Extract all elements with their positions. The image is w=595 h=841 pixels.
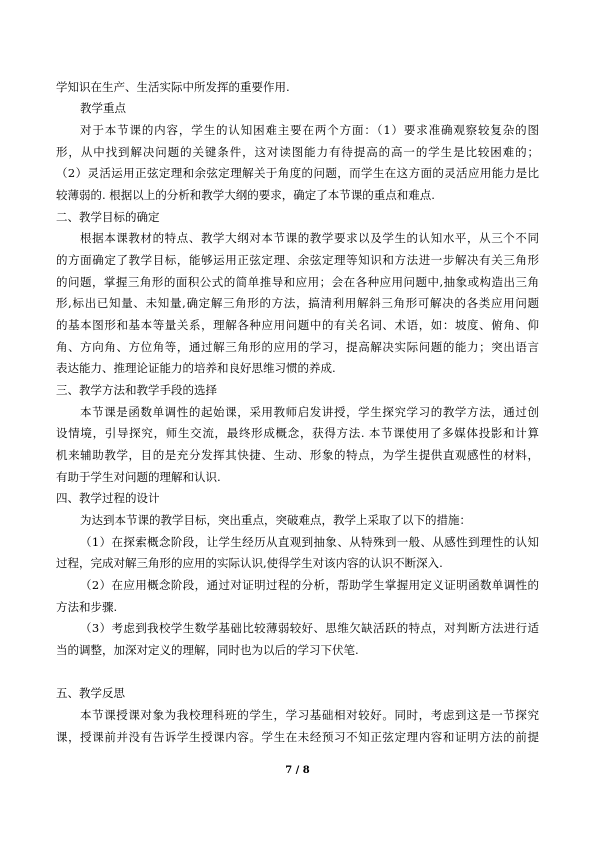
heading-teaching-focus: 教学重点 [80,101,126,115]
paragraph-line: 为达到本节课的教学目标，突出重点，突破难点，教学上采取了以下的措施： [80,513,471,527]
paragraph-line: 形，从中找到解决问题的关键条件，这对读图能力有待提高的高一的学生是比较困难的； [56,145,539,159]
paragraph-line: 较薄弱的. 根据以上的分析和教学大纲的要求，确定了本节课的重点和难点. [56,188,435,202]
paragraph-line: 过程，完成对解三角形的应用的实际认识,使得学生对该内容的认识不断深入. [56,556,443,570]
paragraph-line: 课，授课前并没有告诉学生授课内容。学生在未经预习不知正弦定理内容和证明方法的前提 [56,730,539,744]
list-item-3: （3）考虑到我校学生数学基础比较薄弱较好、思维欠缺活跃的特点，对判断方法进行适 [80,621,539,635]
paragraph-line: 本节课是函数单调性的起始课，采用教师启发讲授，学生探究学习的教学方法，通过创 [80,405,539,419]
paragraph-line: 表达能力、推理论证能力的培养和良好思维习惯的养成. [56,361,336,375]
section-heading-3: 三、教学方法和教学手段的选择 [56,383,217,397]
section-heading-2: 二、教学目标的确定 [56,210,160,224]
list-item-1: （1）在探索概念阶段，让学生经历从直观到抽象、从特殊到一般、从感性到理性的认知 [80,535,539,549]
paragraph-line: 的基本图形和基本等量关系，理解各种应用问题中的有关名词、术语，如：坡度、俯角、仰 [56,318,539,332]
paragraph-line: 有助于学生对问题的理解和认识. [56,470,221,484]
list-item-2: （2）在应用概念阶段，通过对证明过程的分析，帮助学生掌握用定义证明函数单调性的 [80,578,539,592]
paragraph-line: 角、方向角、方位角等，通过解三角形的应用的学习，提高解决实际问题的能力；突出语言 [56,340,539,354]
paragraph-line: 机来辅助教学，目的是充分发挥其快捷、生动、形象的特点，为学生提供直观感性的材料， [56,448,539,462]
paragraph-line: 的问题，掌握三角形的面积公式的简单推导和应用；会在各种应用问题中,抽象或构造出三角 [56,275,539,289]
paragraph-line: 学知识在生产、生活实际中所发挥的重要作用. [56,80,290,94]
page-number: 7 / 8 [285,765,310,776]
paragraph-line: 根据本课教材的特点、教学大纲对本节课的教学要求以及学生的认知水平，从三个不同 [80,231,539,245]
paragraph-line: 对于本节课的内容，学生的认知困难主要在两个方面：（1）要求准确观察较复杂的图 [80,123,539,137]
paragraph-line: （2）灵活运用正弦定理和余弦定理解关于角度的问题，而学生在这方面的灵活应用能力是比 [56,166,539,180]
paragraph-line: 本节课授课对象为我校理科班的学生，学习基础相对较好。同时，考虑到这是一节探究 [80,708,539,722]
paragraph-line: 方法和步骤. [56,600,118,614]
section-heading-5: 五、教学反思 [56,686,125,700]
paragraph-line: 的方面确定了教学目标，能够运用正弦定理、余弦定理等知识和方法进一步解决有关三角形 [56,253,539,267]
paragraph-line: 当的调整，加深对定义的理解，同时也为以后的学习下伏笔. [56,643,359,657]
paragraph-line: 设情境，引导探究，师生交流，最终形成概念，获得方法. 本节课使用了多媒体投影和计算 [56,426,539,440]
paragraph-line: 形,标出已知量、未知量,确定解三角形的方法，搞清利用解斜三角形可解决的各类应用问题 [56,296,539,310]
section-heading-4: 四、教学过程的设计 [56,491,160,505]
